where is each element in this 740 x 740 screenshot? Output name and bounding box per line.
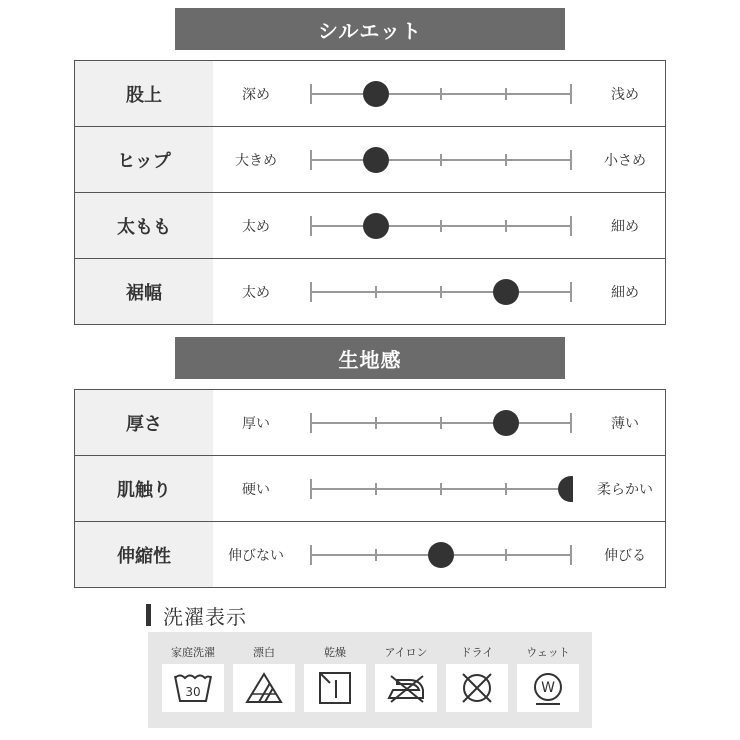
scale-track: [309, 127, 573, 192]
fabric-banner: [175, 337, 565, 379]
care-panel: [148, 632, 592, 728]
care-item: [446, 632, 508, 728]
scale-marker: [363, 147, 389, 173]
care-heading-bar: [146, 604, 151, 626]
care-item: [233, 632, 295, 728]
scale-track: [309, 259, 573, 324]
care-label: ウェット: [526, 646, 570, 659]
scale-track: [309, 456, 573, 521]
scale-marker: [493, 279, 519, 305]
no-dry-clean-icon: [446, 664, 508, 712]
care-heading: [146, 602, 247, 628]
scale-marker: [493, 410, 519, 436]
row-label: 太もも: [75, 193, 213, 258]
care-item: [375, 632, 437, 728]
scale-right-label: 小さめ: [604, 152, 646, 169]
scale-row: [75, 456, 665, 522]
row-label: 厚さ: [75, 390, 213, 455]
scale-marker: [363, 81, 389, 107]
care-label: ドライ: [460, 646, 494, 659]
scale-left-label: 硬い: [242, 481, 270, 498]
care-label: 家庭洗濯: [171, 646, 215, 659]
scale-marker: [558, 476, 573, 502]
fabric-table: [74, 389, 666, 588]
scale-row: [75, 259, 665, 324]
scale-row: [75, 193, 665, 259]
row-label: 伸縮性: [75, 522, 213, 587]
care-item: [517, 632, 579, 728]
row-label: ヒップ: [75, 127, 213, 192]
care-label: 漂白: [253, 646, 275, 659]
bleach-triangle-icon: [233, 664, 295, 712]
scale-right-label: 薄い: [611, 415, 639, 432]
care-item: [304, 632, 366, 728]
svg-text:W: W: [541, 680, 555, 696]
scale-right-label: 細め: [611, 218, 639, 235]
care-item: [162, 632, 224, 728]
row-label: 裾幅: [75, 259, 213, 324]
scale-marker: [428, 542, 454, 568]
care-label: 乾燥: [324, 646, 346, 659]
scale-right-label: 柔らかい: [597, 481, 653, 498]
silhouette-title: シルエット: [317, 18, 423, 43]
scale-left-label: 伸びない: [228, 547, 284, 564]
dry-square-icon: [304, 664, 366, 712]
scale-left-label: 太め: [242, 218, 270, 235]
scale-left-label: 厚い: [242, 415, 270, 432]
no-iron-icon: [375, 664, 437, 712]
silhouette-banner: [175, 8, 565, 50]
scale-row: [75, 61, 665, 127]
svg-text:30: 30: [185, 685, 201, 699]
scale-left-label: 太め: [242, 284, 270, 301]
wet-clean-icon: [517, 664, 579, 712]
scale-marker: [363, 213, 389, 239]
scale-right-label: 浅め: [611, 86, 639, 103]
scale-row: [75, 127, 665, 193]
scale-row: [75, 390, 665, 456]
care-title: 洗濯表示: [163, 604, 247, 629]
scale-track: [309, 522, 573, 587]
scale-right-label: 細め: [611, 284, 639, 301]
scale-track: [309, 61, 573, 126]
scale-row: [75, 522, 665, 587]
wash-tub-30-icon: [162, 664, 224, 712]
scale-track: [309, 390, 573, 455]
care-label: アイロン: [384, 646, 428, 659]
fabric-title: 生地感: [338, 347, 402, 372]
scale-track: [309, 193, 573, 258]
silhouette-table: [74, 60, 666, 325]
row-label: 股上: [75, 61, 213, 126]
row-label: 肌触り: [75, 456, 213, 521]
scale-left-label: 深め: [242, 86, 270, 103]
scale-left-label: 大きめ: [235, 152, 277, 169]
scale-right-label: 伸びる: [604, 547, 646, 564]
